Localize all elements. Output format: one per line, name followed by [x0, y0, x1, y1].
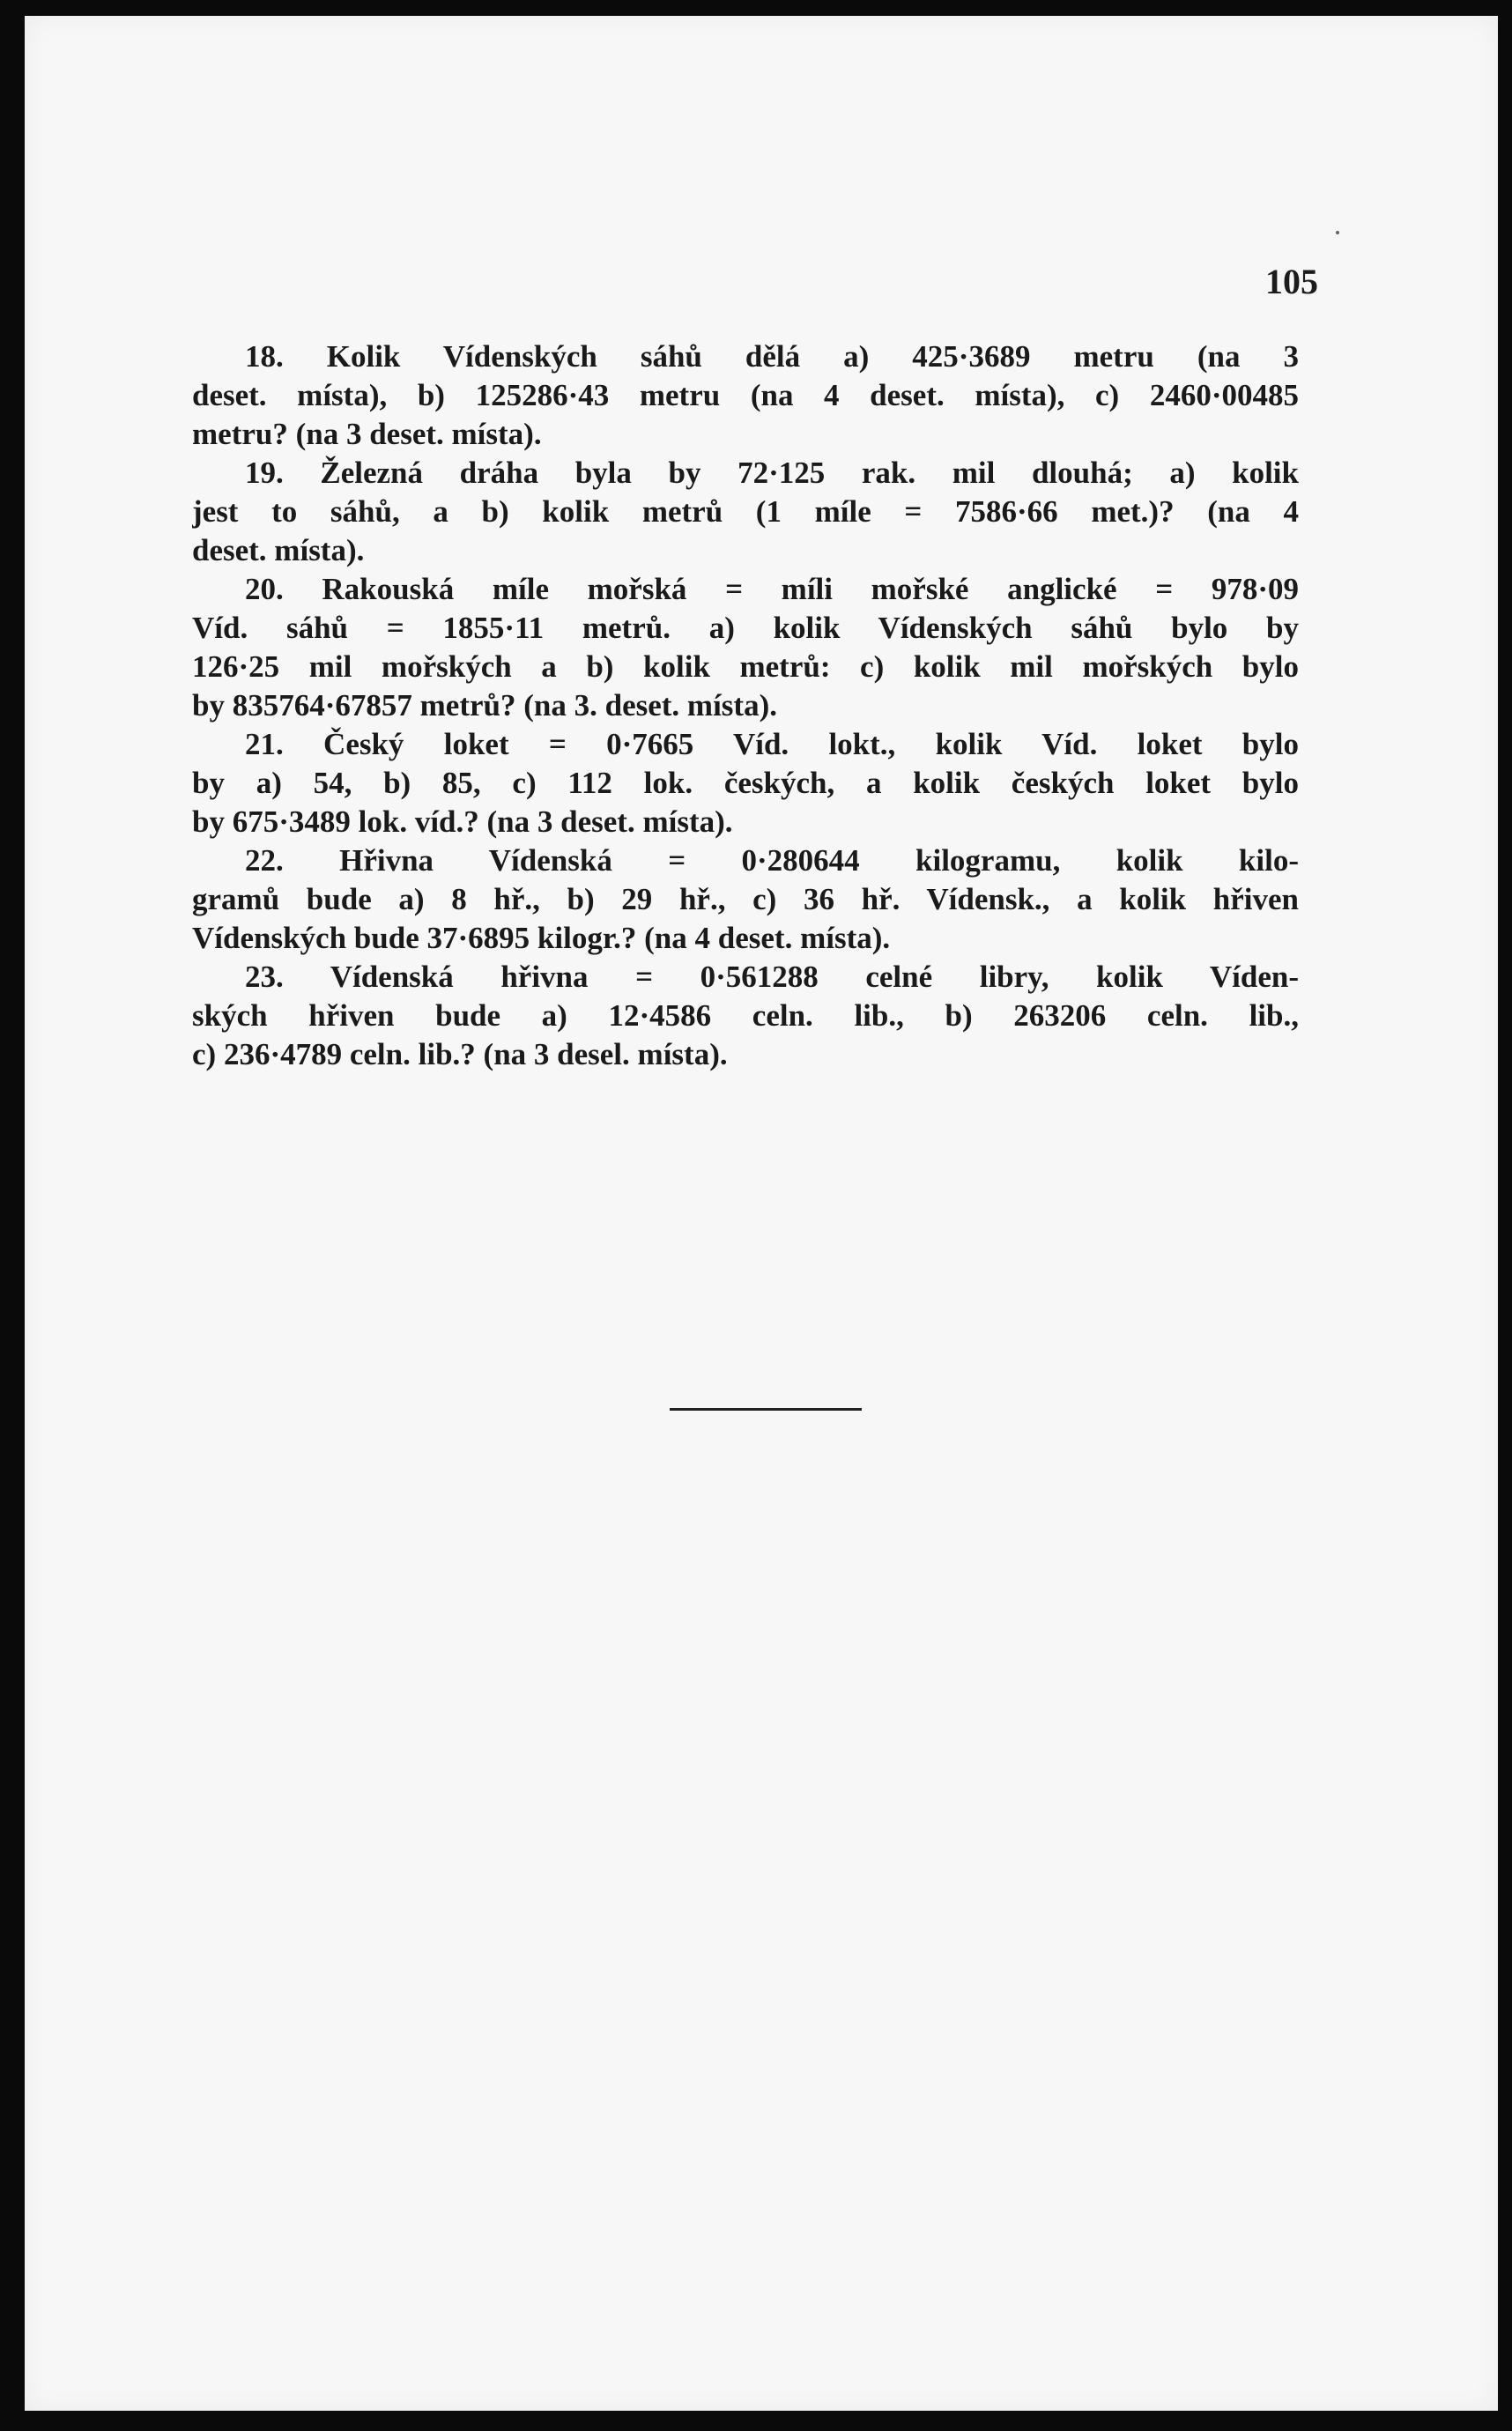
- horizontal-rule: [670, 1408, 862, 1411]
- text-line: 23. Vídenská hřivna = 0·561288 celné libry, kolik Víden-: [245, 960, 1299, 994]
- text-line: 22. Hřivna Vídenská = 0·280644 kilogramu, kolik kilo-: [245, 843, 1299, 878]
- text-line: jest to sáhů, a b) kolik metrů (1 míle = 7586·66 met.)? (na 4: [192, 494, 1299, 529]
- text-line: 18. Kolik Vídenských sáhů dělá a) 425·3689 metru (na 3: [245, 339, 1299, 374]
- text-line: by a) 54, b) 85, c) 112 lok. českých, a kolik českých loket bylo: [192, 766, 1299, 800]
- text-line: deset. místa), b) 125286·43 metru (na 4 deset. místa), c) 2460·00485: [192, 378, 1299, 412]
- text-line: by 675·3489 lok. víd.? (na 3 deset. místa).: [192, 804, 733, 839]
- text-line: ských hřiven bude a) 12·4586 celn. lib., b) 263206 celn. lib.,: [192, 998, 1299, 1033]
- text-line: c) 236·4789 celn. lib.? (na 3 desel. místa).: [192, 1037, 728, 1071]
- text-line: 20. Rakouská míle mořská = míli mořské anglické = 978·09: [245, 572, 1299, 606]
- text-line: 19. Železná dráha byla by 72·125 rak. mil dlouhá; a) kolik: [245, 456, 1299, 490]
- text-line: by 835764·67857 metrů? (na 3. deset. místa).: [192, 688, 777, 723]
- text-line: Vídenských bude 37·6895 kilogr.? (na 4 deset. místa).: [192, 921, 891, 955]
- text-line: metru? (na 3 deset. místa).: [192, 417, 542, 451]
- text-line: 21. Český loket = 0·7665 Víd. lokt., kolik Víd. loket bylo: [245, 727, 1299, 761]
- text-line: gramů bude a) 8 hř., b) 29 hř., c) 36 hř. Vídensk., a kolik hřiven: [192, 882, 1299, 916]
- page-number: 105: [1265, 262, 1318, 301]
- scanned-page: [25, 16, 1498, 2411]
- text-line: 126·25 mil mořských a b) kolik metrů: c) kolik mil mořských bylo: [192, 649, 1299, 684]
- text-line: deset. místa).: [192, 533, 365, 567]
- text-line: Víd. sáhů = 1855·11 metrů. a) kolik Vídenských sáhů bylo by: [192, 611, 1299, 645]
- scan-speck: [1336, 231, 1339, 234]
- exercise-text: [192, 337, 1299, 1074]
